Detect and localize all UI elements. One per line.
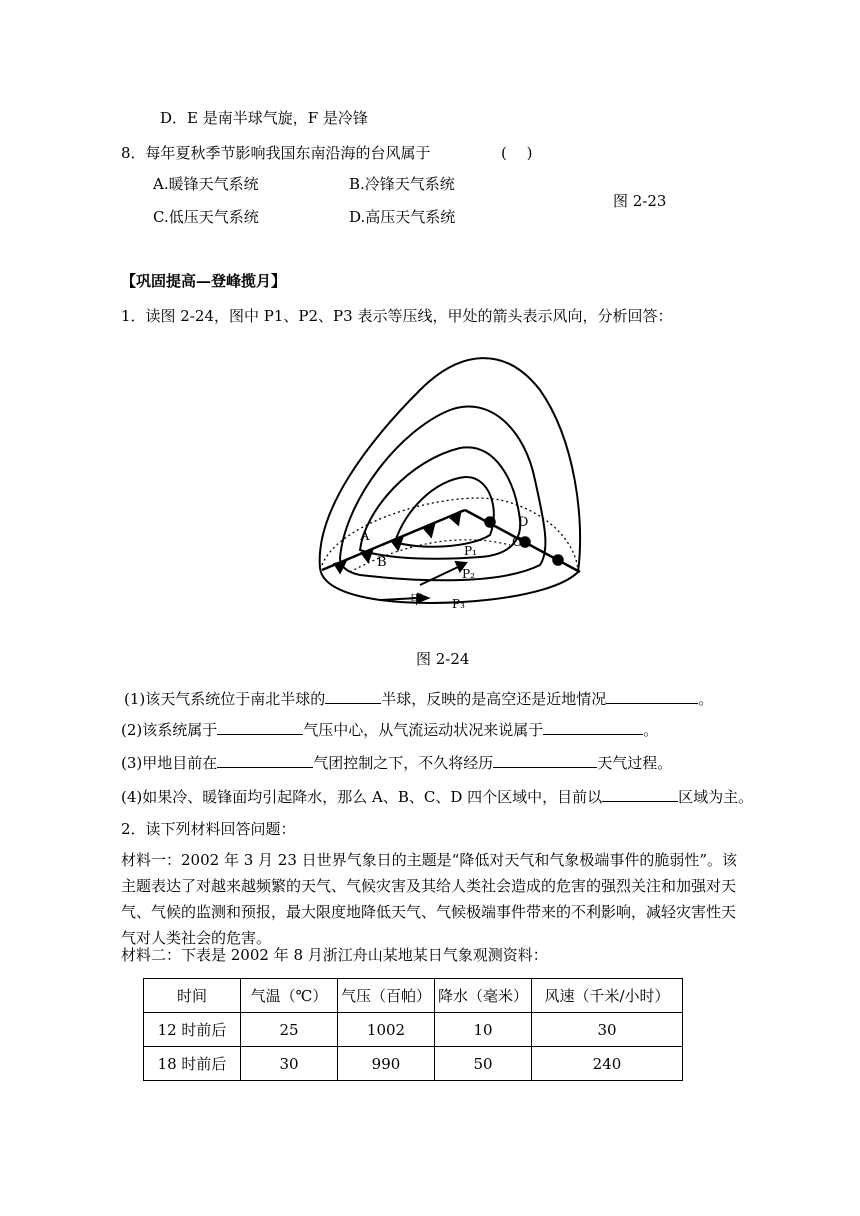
- figure-label-d: D: [518, 515, 529, 530]
- table-header: 气温（℃）: [241, 979, 338, 1013]
- table-cell: 12 时前后: [144, 1013, 241, 1047]
- table-cell: 18 时前后: [144, 1047, 241, 1081]
- q1-sub1-text-a: (1)该天气系统位于南北半球的: [124, 690, 326, 708]
- q1-sub2: [121, 719, 658, 740]
- q1-sub4-text-b: 区域为主。: [678, 788, 754, 806]
- q1-sub4-blank-1[interactable]: [602, 787, 678, 802]
- weather-observation-table: [143, 978, 683, 1081]
- figure-label-a: A: [360, 529, 370, 544]
- table-header: 风速（千米/小时）: [532, 979, 683, 1013]
- figure-label-p2: P₂: [462, 567, 475, 581]
- q1-sub1-blank-1[interactable]: [325, 689, 381, 704]
- q1-sub2-blank-2[interactable]: [543, 720, 643, 735]
- q1-sub1: [124, 688, 713, 709]
- q1-sub3: [121, 752, 672, 773]
- q1-sub3-text-c: 天气过程。: [597, 754, 673, 772]
- q1-sub3-blank-2[interactable]: [493, 753, 597, 768]
- figure-label-b: B: [377, 555, 387, 570]
- q1-sub3-text-b: 气团控制之下，不久将经历: [313, 754, 494, 772]
- table-header: 气压（百帕）: [338, 979, 435, 1013]
- table-row: [144, 1047, 683, 1081]
- figure-label-p1: P₁: [464, 544, 477, 558]
- figure-label-p3: P₃: [452, 597, 465, 611]
- q1-sub2-text-a: (2)该系统属于: [121, 721, 218, 739]
- figure-label-jia: 甲: [410, 593, 424, 608]
- table-cell: 240: [532, 1047, 683, 1081]
- q7-option-d: D．E 是南半球气旋，F 是冷锋: [160, 109, 368, 127]
- q8-answer-paren: ( ): [501, 144, 533, 162]
- q1-sub1-blank-2[interactable]: [606, 689, 698, 704]
- q1-sub4-text-a: (4)如果冷、暖锋面均引起降水，那么 A、B、C、D 四个区域中，目前以: [121, 788, 603, 806]
- table-cell: 25: [241, 1013, 338, 1047]
- figure-label-c: C: [512, 535, 522, 550]
- q2-material-2: 材料二：下表是 2002 年 8 月浙江舟山某地某日气象观测资料：: [121, 946, 548, 964]
- section-title: 【巩固提高—登峰揽月】: [121, 272, 287, 290]
- q1-sub2-text-c: 。: [643, 721, 659, 739]
- q1-sub2-text-b: 气压中心，从气流运动状况来说属于: [303, 721, 544, 739]
- q8-stem: 8．每年夏秋季节影响我国东南沿海的台风属于: [121, 144, 431, 162]
- q1-sub1-text-b: 半球，反映的是高空还是近地情况: [381, 690, 607, 708]
- q2-stem: 2．读下列材料回答问题：: [121, 820, 296, 838]
- figure-2-24-caption: 图 2-24: [416, 650, 470, 668]
- table-cell: 1002: [338, 1013, 435, 1047]
- q2-material-1: 材料一：2002 年 3 月 23 日世界气象日的主题是“降低对天气和气象极端事件的脆弱性”。该主题表达了对越来越频繁的天气、气候灾害及其给人类社会造成的危害的强烈关注和加强对天气、气候的监测和预报，最大限度地降低天气、气候极端事件带来的不利影响，减轻灾害性天气对人类社会的危害。: [121, 851, 737, 947]
- q8-option-c: C.低压天气系统: [153, 208, 259, 226]
- q1-sub3-blank-1[interactable]: [217, 753, 313, 768]
- q1-sub2-blank-1[interactable]: [217, 720, 303, 735]
- table-cell: 10: [435, 1013, 532, 1047]
- q1-sub3-text-a: (3)甲地目前在: [121, 754, 218, 772]
- figure-2-23-label: 图 2-23: [613, 192, 667, 210]
- table-cell: 990: [338, 1047, 435, 1081]
- q1-stem: 1．读图 2-24，图中 P1、P2、P3 表示等压线，甲处的箭头表示风向，分析回答：: [121, 307, 673, 325]
- weather-system-figure: [300, 350, 600, 620]
- table-header: 降水（毫米）: [435, 979, 532, 1013]
- q8-option-b: B.冷锋天气系统: [349, 175, 455, 193]
- table-cell: 50: [435, 1047, 532, 1081]
- table-cell: 30: [241, 1047, 338, 1081]
- q1-sub4: [121, 786, 753, 807]
- q8-option-d: D.高压天气系统: [349, 208, 456, 226]
- table-header: 时间: [144, 979, 241, 1013]
- table-row: [144, 1013, 683, 1047]
- table-header-row: [144, 979, 683, 1013]
- q8-option-a: A.暖锋天气系统: [153, 175, 259, 193]
- q1-sub1-text-c: 。: [698, 690, 714, 708]
- table-cell: 30: [532, 1013, 683, 1047]
